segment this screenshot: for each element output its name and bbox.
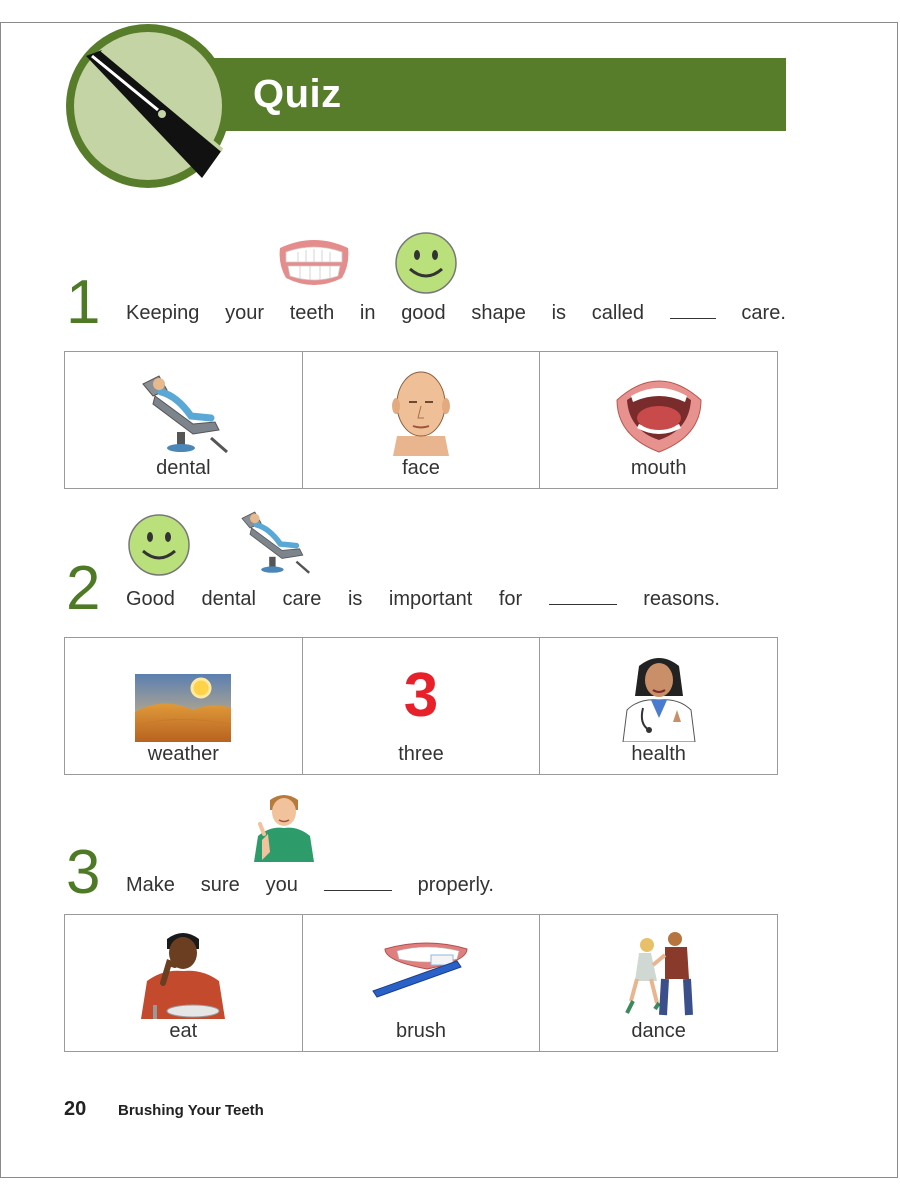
answer-option-health[interactable] <box>540 638 777 774</box>
word: is <box>347 588 363 610</box>
question-number-3: 3 <box>66 838 101 907</box>
answer-label: brush <box>395 1020 447 1042</box>
dancing-couple-icon <box>609 929 709 1019</box>
answer-label: face <box>402 457 440 479</box>
answer-label: dance <box>631 1020 686 1042</box>
number-three-icon: 3 <box>403 661 439 730</box>
answer-label: health <box>631 743 686 765</box>
word: dental <box>201 588 256 610</box>
teeth-icon <box>276 234 352 292</box>
answer-blank[interactable] <box>324 874 392 891</box>
answer-label: dental <box>156 457 211 479</box>
open-mouth-icon <box>609 366 709 456</box>
page-title: Quiz <box>253 72 342 116</box>
face-icon <box>371 366 471 456</box>
word: shape <box>471 302 526 324</box>
answer-option-dental[interactable] <box>65 352 303 488</box>
doctor-icon <box>609 652 709 742</box>
word: care. <box>741 302 786 324</box>
answer-option-mouth[interactable] <box>540 352 777 488</box>
word: reasons. <box>643 588 720 610</box>
word: Keeping <box>126 302 200 324</box>
answer-label: eat <box>169 1020 198 1042</box>
answer-label: mouth <box>630 457 687 479</box>
word: for <box>498 588 523 610</box>
word: called <box>591 302 645 324</box>
person-signing-icon <box>250 790 318 862</box>
word: important <box>388 588 473 610</box>
word: good <box>401 302 446 324</box>
question-number-2: 2 <box>66 554 101 623</box>
word: in <box>359 302 376 324</box>
dental-chair-icon <box>224 504 324 576</box>
word: teeth <box>289 302 335 324</box>
smiley-face-icon <box>394 231 458 295</box>
answer-label: weather <box>147 743 219 765</box>
person-eating-icon <box>133 929 233 1019</box>
toothbrush-icon <box>371 929 471 1019</box>
question-text-2 <box>126 588 720 611</box>
answer-option-dance[interactable] <box>540 915 777 1051</box>
answer-blank[interactable] <box>670 302 716 319</box>
answer-label: three <box>398 743 444 765</box>
answer-option-weather[interactable] <box>65 638 303 774</box>
word: Make <box>126 874 175 896</box>
word: you <box>265 874 298 896</box>
question-text-1 <box>126 302 786 325</box>
question-number-1: 1 <box>66 268 101 337</box>
word: care <box>282 588 322 610</box>
dental-chair-icon <box>133 366 233 456</box>
answer-table-1 <box>64 351 778 489</box>
answer-option-face[interactable] <box>303 352 541 488</box>
smiley-face-icon <box>127 513 191 577</box>
word: sure <box>200 874 240 896</box>
book-title: Brushing Your Teeth <box>118 1102 264 1119</box>
word: is <box>551 302 567 324</box>
word: your <box>225 302 265 324</box>
answer-option-brush[interactable] <box>303 915 541 1051</box>
page-number: 20 <box>64 1098 87 1120</box>
pencil-nib-icon <box>62 20 234 192</box>
answer-blank[interactable] <box>549 588 617 605</box>
desert-sun-icon <box>133 652 233 742</box>
word: Good <box>126 588 175 610</box>
word: properly. <box>417 874 494 896</box>
question-text-3 <box>126 874 494 897</box>
answer-option-three[interactable] <box>303 638 541 774</box>
answer-table-2 <box>64 637 778 775</box>
answer-option-eat[interactable] <box>65 915 303 1051</box>
answer-table-3 <box>64 914 778 1052</box>
